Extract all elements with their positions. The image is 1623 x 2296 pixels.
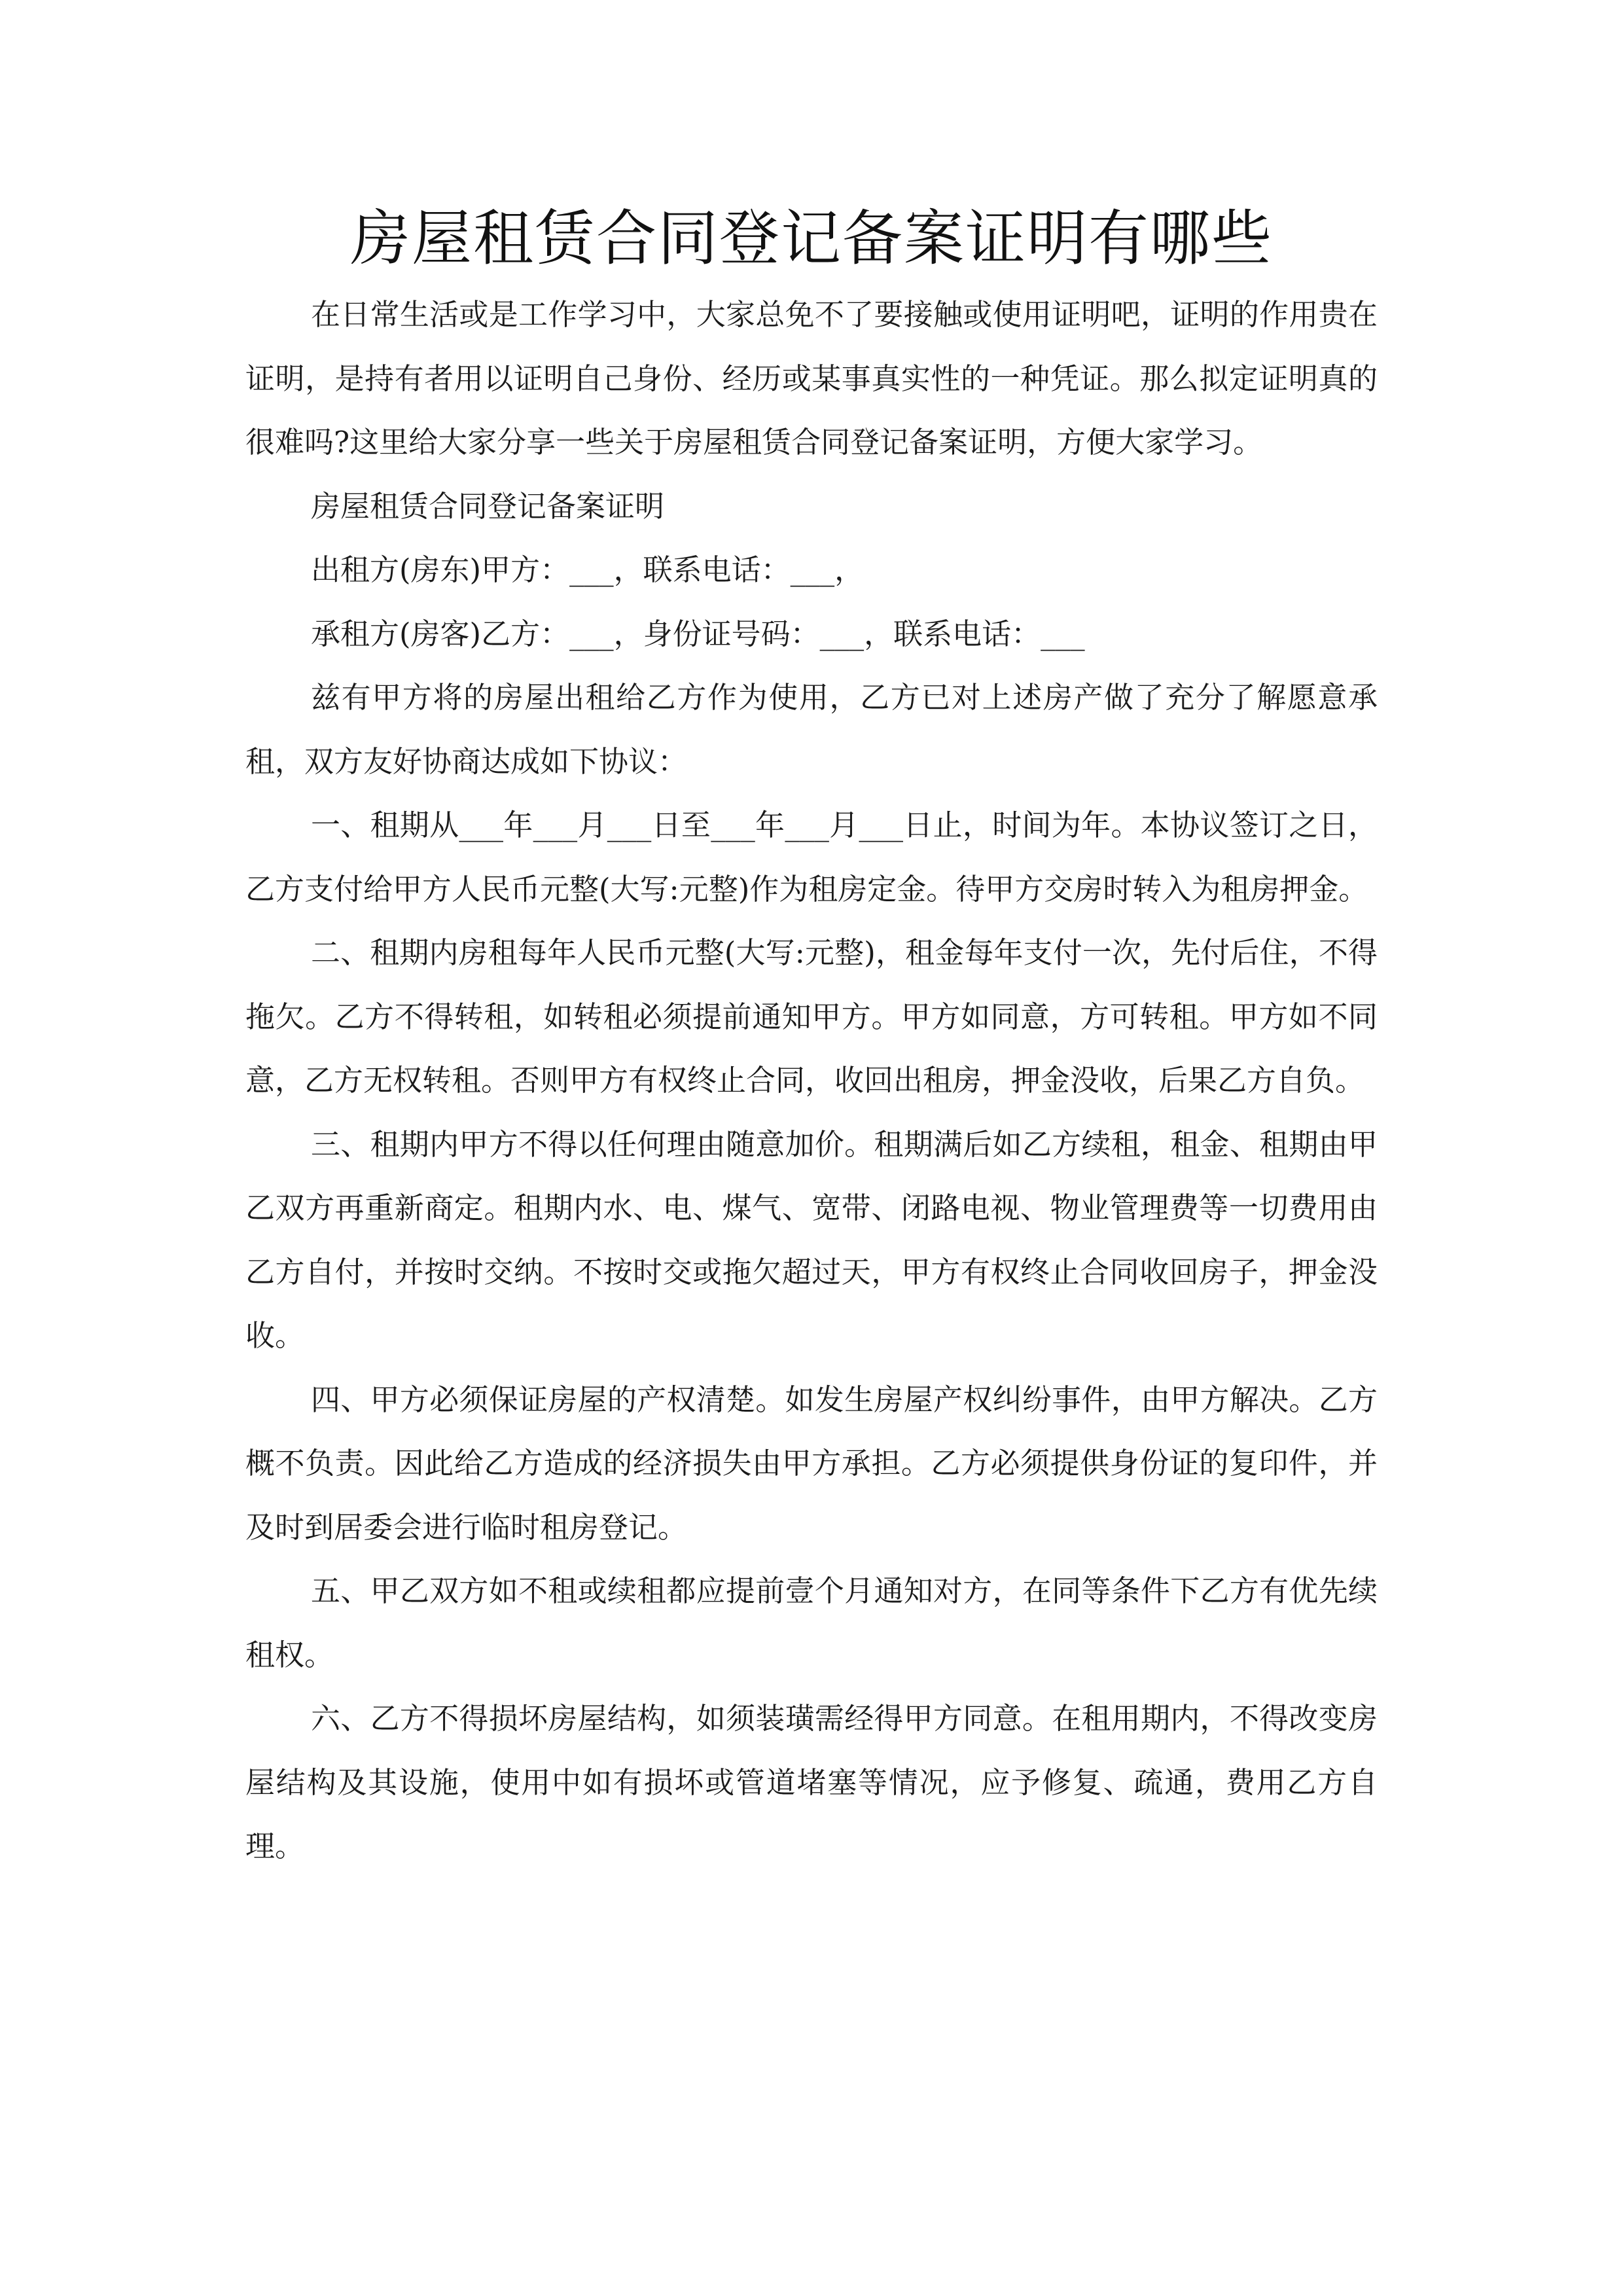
paragraph-clause-4: 四、甲方必须保证房屋的产权清楚。如发生房屋产权纠纷事件，由甲方解决。乙方概不负责。因此给乙方造成的经济损失由甲方承担。乙方必须提供身份证的复印件，并及时到居委会进行临时租房登记。 [245,1382,1378,1545]
paragraph-agreement-intro: 兹有甲方将的房屋出租给乙方作为使用，乙方已对上述房产做了充分了解愿意承租，双方友好协商达成如下协议： [245,680,1378,779]
paragraph-tenant: 承租方(房客)乙方：___，身份证号码：___，联系电话：___ [311,616,1085,651]
paragraph-landlord: 出租方(房东)甲方：___，联系电话：___， [311,552,865,587]
paragraph-clause-6: 六、乙方不得损坏房屋结构，如须装璜需经得甲方同意。在租用期内，不得改变房屋结构及其设施，使用中如有损坏或管道堵塞等情况，应予修复、疏通，费用乙方自理。 [245,1701,1378,1863]
paragraph-clause-3: 三、租期内甲方不得以任何理由随意加价。租期满后如乙方续租，租金、租期由甲乙双方再重新商定。租期内水、电、煤气、宽带、闭路电视、物业管理费等一切费用由乙方自付，并按时交纳。不按时交或拖欠超过天，甲方有权终止合同收回房子，押金没收。 [245,1126,1378,1353]
paragraph-intro: 在日常生活或是工作学习中，大家总免不了要接触或使用证明吧，证明的作用贵在证明，是持有者用以证明自己身份、经历或某事真实性的一种凭证。那么拟定证明真的很难吗?这里给大家分享一些关于房屋租赁合同登记备案证明，方便大家学习。 [245,297,1378,459]
paragraph-subtitle: 房屋租赁合同登记备案证明 [311,488,665,524]
document-title: 房屋租赁合同登记备案证明有哪些 [349,204,1273,274]
document-body [245,283,1378,1878]
paragraph-clause-1: 一、租期从___年___月___日至___年___月___日止，时间为年。本协议签订之日，乙方支付给甲方人民币元整(大写:元整)作为租房定金。待甲方交房时转入为租房押金。 [245,808,1378,906]
paragraph-clause-2: 二、租期内房租每年人民币元整(大写:元整)，租金每年支付一次，先付后住，不得拖欠。乙方不得转租，如转租必须提前通知甲方。甲方如同意，方可转租。甲方如不同意，乙方无权转租。否则甲方有权终止合同，收回出租房，押金没收，后果乙方自负。 [245,935,1378,1098]
paragraph-clause-5: 五、甲乙双方如不租或续租都应提前壹个月通知对方，在同等条件下乙方有优先续租权。 [245,1573,1378,1672]
